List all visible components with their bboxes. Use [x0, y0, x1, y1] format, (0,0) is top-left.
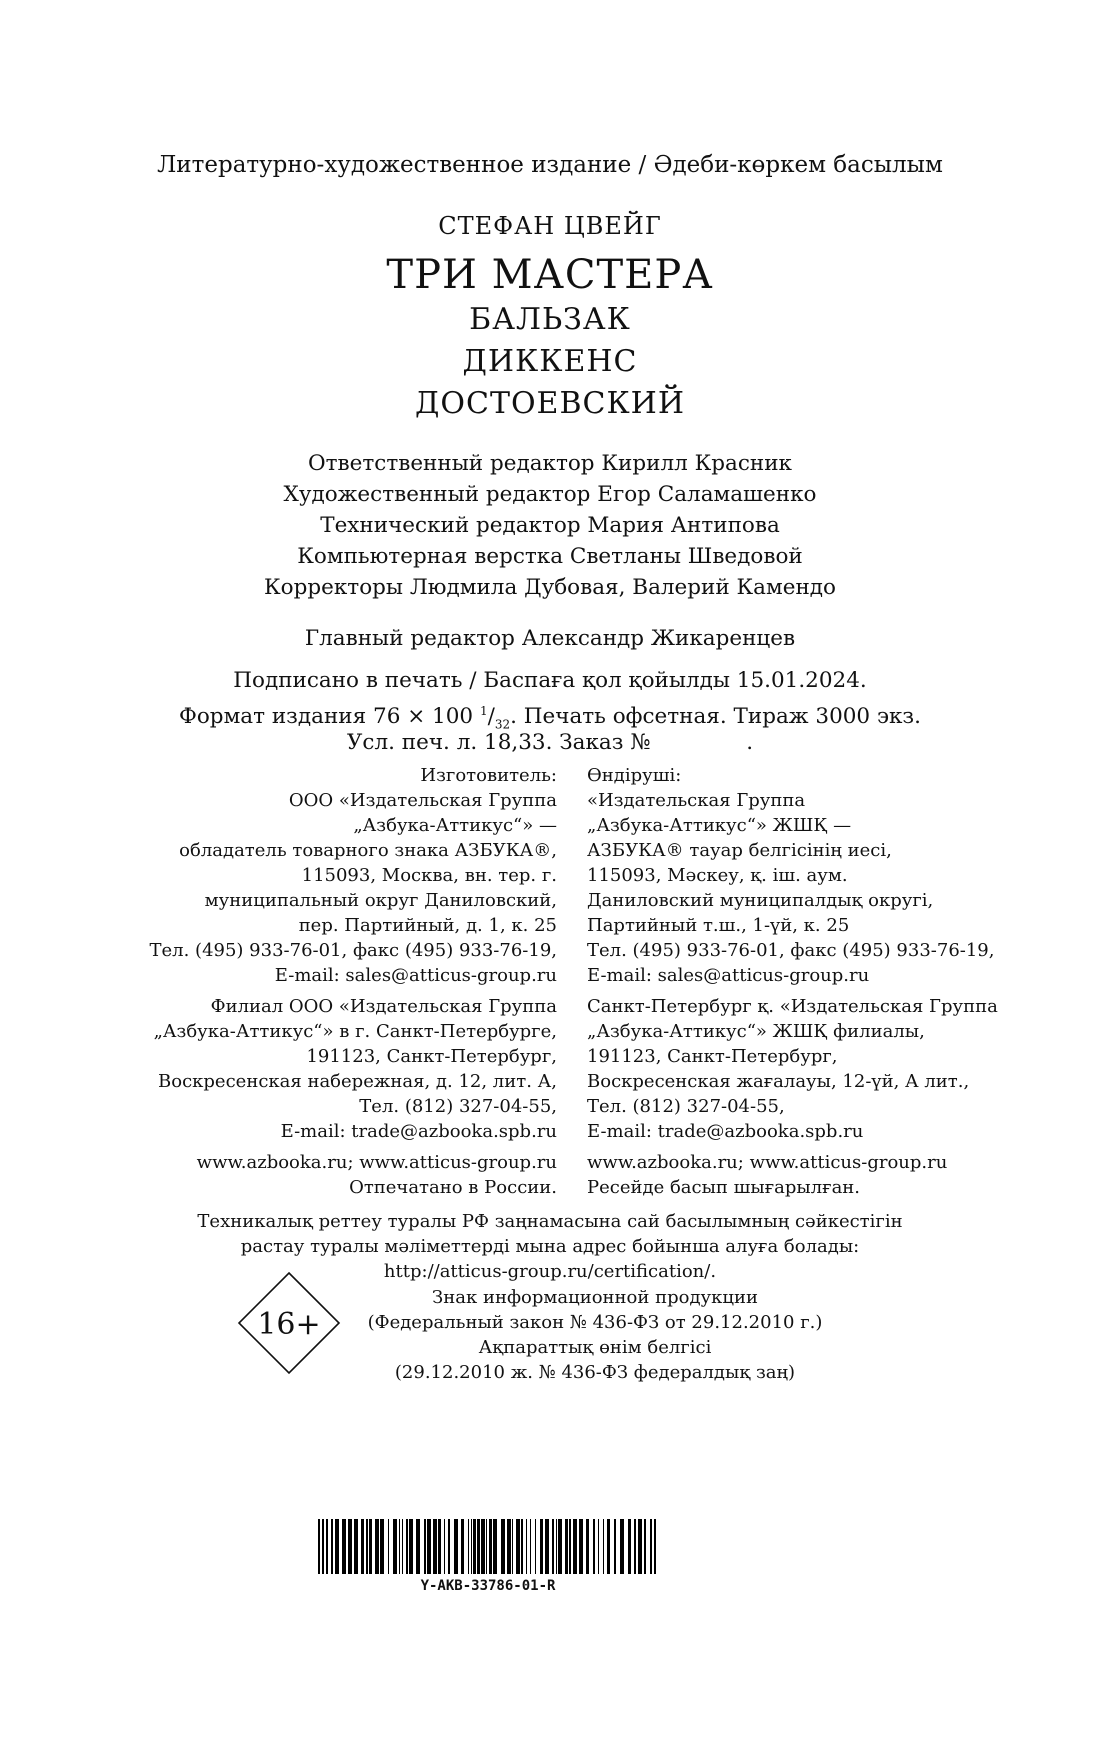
format-numerator: 1	[479, 704, 488, 718]
barcode-bar	[489, 1519, 492, 1574]
barcode-bar	[493, 1519, 497, 1574]
manufacturer-kz	[587, 763, 998, 1200]
barcode-bar	[448, 1519, 450, 1574]
branch-line: Тел. (812) 327-04-55,	[587, 1096, 785, 1117]
barcode-bar	[654, 1519, 656, 1574]
printed-in-line: Отпечатано в России.	[349, 1177, 557, 1198]
barcode-bar	[366, 1519, 368, 1574]
certification-url: http://atticus-group.ru/certification/.	[383, 1261, 717, 1282]
info-sign	[330, 1285, 860, 1385]
website-line: www.azbooka.ru; www.atticus-group.ru	[587, 1152, 948, 1173]
barcode-bar	[535, 1519, 536, 1574]
barcode-bar	[468, 1519, 469, 1574]
barcode-bar	[512, 1519, 513, 1574]
manufacturer-line: Партийный т.ш., 1-үй, к. 25	[587, 915, 850, 936]
staff-line: Корректоры Людмила Дубовая, Валерий Камендо	[264, 575, 836, 600]
barcode-bar	[402, 1519, 403, 1574]
barcode-bar	[471, 1519, 472, 1574]
barcode-bar	[556, 1519, 557, 1574]
manufacturer-line: E-mail: sales@atticus-group.ru	[587, 965, 870, 986]
manufacturer-line: «Издательская Группа	[587, 790, 806, 811]
manufacturer-line: E-mail: sales@atticus-group.ru	[274, 965, 557, 986]
manufacturer-line: „Азбука-Аттикус“» —	[353, 815, 557, 836]
barcode-bar	[388, 1519, 389, 1574]
info-sign-line: (29.12.2010 ж. № 436-ФЗ федералдық заң)	[394, 1362, 796, 1383]
barcode-bar	[573, 1519, 577, 1574]
barcode-bar	[501, 1519, 505, 1574]
barcode-bar	[569, 1519, 571, 1574]
barcode-bar	[477, 1519, 480, 1574]
manufacturer-line: Өндіруші:	[587, 765, 682, 786]
barcode-bar	[650, 1519, 652, 1574]
barcode-bar	[516, 1519, 520, 1574]
tech-line: растау туралы мәліметтерді мына адрес бойынша алуға болады:	[240, 1236, 860, 1257]
branch-line: Воскресенская набережная, д. 12, лит. А,	[158, 1071, 557, 1092]
barcode-bar	[565, 1519, 568, 1574]
branch-line: Филиал ООО «Издательская Группа	[210, 996, 557, 1017]
author: СТЕФАН ЦВЕЙГ	[438, 212, 662, 240]
manufacturer-ru	[150, 763, 557, 1200]
info-sign-line: Ақпараттық өнім белгісі	[478, 1337, 712, 1358]
branch-line: „Азбука-Аттикус“» ЖШҚ филиалы,	[587, 1021, 925, 1042]
barcode	[318, 1519, 658, 1574]
format-slash: /	[487, 704, 495, 730]
tech-line: Техникалық реттеу туралы РФ заңнамасына сай басылымның сәйкестігін	[197, 1211, 903, 1232]
subtitle-balzac: БАЛЬЗАК	[469, 302, 631, 337]
manufacturer-line: Тел. (495) 933-76-01, факс (495) 933-76-19,	[149, 940, 557, 961]
order-line: Усл. печ. л. 18,33. Заказ № .	[346, 730, 754, 755]
barcode-bar	[530, 1519, 531, 1574]
staff-line: Художественный редактор Егор Саламашенко	[283, 482, 817, 507]
barcode-bar	[406, 1519, 408, 1574]
branch-line: Воскресенская жағалауы, 12-үй, А лит.,	[587, 1071, 970, 1092]
branch-line: 191123, Санкт-Петербург,	[587, 1046, 838, 1067]
barcode-bar	[552, 1519, 554, 1574]
manufacturer-line: Даниловский муниципалдық округі,	[587, 890, 934, 911]
barcode-bar	[526, 1519, 527, 1574]
manufacturer-line: „Азбука-Аттикус“» ЖШҚ —	[587, 815, 852, 836]
format-prefix: Формат издания 76 × 100	[179, 704, 474, 730]
signed-line: Подписано в печать / Баспаға қол қойылды 15.01.2024.	[233, 668, 867, 693]
barcode-bar	[481, 1519, 485, 1574]
barcode-bar	[607, 1519, 610, 1574]
format-denominator: 32	[494, 717, 511, 732]
staff-line: Технический редактор Мария Антипова	[320, 513, 780, 538]
manufacturer-line: 115093, Москва, вн. тер. г.	[301, 865, 557, 886]
age-rating-badge	[237, 1271, 341, 1375]
barcode-bar	[342, 1519, 346, 1574]
barcode-bar	[354, 1519, 358, 1574]
manufacturer-line: ООО «Издательская Группа	[288, 790, 557, 811]
print-info	[0, 665, 1100, 758]
manufacturer-line: Изготовитель:	[420, 765, 557, 786]
barcode-bar	[380, 1519, 384, 1574]
age-rating-text: 16+	[257, 1307, 321, 1342]
info-sign-line: Знак информационной продукции	[432, 1287, 758, 1308]
barcode-bar	[644, 1519, 646, 1574]
barcode-bar	[361, 1519, 364, 1574]
barcode-bar	[603, 1519, 604, 1574]
branch-line: „Азбука-Аттикус“» в г. Санкт-Петербурге,	[153, 1021, 557, 1042]
format-suffix: . Печать офсетная. Тираж 3000 экз.	[510, 704, 921, 730]
barcode-bar	[593, 1519, 595, 1574]
barcode-label: Y-AKB-33786-01-R	[420, 1578, 556, 1594]
manufacturer-line: Тел. (495) 933-76-01, факс (495) 933-76-19,	[587, 940, 995, 961]
barcode-bar	[335, 1519, 339, 1574]
barcode-bar	[369, 1519, 372, 1574]
barcode-bar	[545, 1519, 549, 1574]
barcode-bar	[318, 1519, 320, 1574]
barcode-bar	[507, 1519, 511, 1574]
barcode-bar	[540, 1519, 543, 1574]
website-line: www.azbooka.ru; www.atticus-group.ru	[196, 1152, 557, 1173]
barcode-bar	[433, 1519, 437, 1574]
barcode-bar	[521, 1519, 523, 1574]
subtitle-dostoevsky: ДОСТОЕВСКИЙ	[415, 386, 685, 421]
barcode-bar	[399, 1519, 400, 1574]
barcode-bar	[473, 1519, 476, 1574]
barcode-bar	[427, 1519, 431, 1574]
branch-line: E-mail: trade@azbooka.spb.ru	[587, 1121, 864, 1142]
barcode-bar	[326, 1519, 328, 1574]
manufacturer-line: муниципальный округ Даниловский,	[204, 890, 557, 911]
barcode-bar	[454, 1519, 458, 1574]
branch-line: E-mail: trade@azbooka.spb.ru	[280, 1121, 557, 1142]
manufacturer-line: АЗБУКА® тауар белгісінің иесі,	[587, 840, 892, 861]
barcode-bar	[348, 1519, 352, 1574]
barcode-bar	[416, 1519, 420, 1574]
info-sign-line: (Федеральный закон № 436-ФЗ от 29.12.2010 г.)	[367, 1312, 823, 1333]
chief-editor: Главный редактор Александр Жикаренцев	[304, 626, 796, 651]
barcode-bar	[634, 1519, 636, 1574]
staff-line: Компьютерная верстка Светланы Шведовой	[297, 544, 803, 569]
manufacturer-line: 115093, Мәскеу, қ. іш. аум.	[587, 865, 848, 886]
branch-line: 191123, Санкт-Петербург,	[306, 1046, 557, 1067]
barcode-bar	[598, 1519, 599, 1574]
branch-line: Санкт-Петербург қ. «Издательская Группа	[587, 996, 998, 1017]
subtitle-dickens: ДИККЕНС	[462, 344, 638, 379]
barcode-bar	[438, 1519, 441, 1574]
barcode-bar	[628, 1519, 631, 1574]
tech-regulation	[0, 1209, 1100, 1284]
book-title: ТРИ МАСТЕРА	[386, 252, 714, 298]
barcode-bar	[444, 1519, 445, 1574]
barcode-bar	[322, 1519, 324, 1574]
manufacturer-line: пер. Партийный, д. 1, к. 25	[298, 915, 557, 936]
barcode-bar	[638, 1519, 642, 1574]
barcode-bar	[558, 1519, 562, 1574]
series-line: Литературно-художественное издание / Әдеби-көркем басылым	[157, 152, 943, 178]
barcode-bar	[586, 1519, 589, 1574]
barcode-bar	[409, 1519, 413, 1574]
barcode-bar	[620, 1519, 624, 1574]
barcode-bar	[486, 1519, 487, 1574]
barcode-bar	[331, 1519, 333, 1574]
manufacturer-line: обладатель товарного знака АЗБУКА®,	[179, 840, 557, 861]
barcode-bar	[375, 1519, 379, 1574]
format-line	[0, 696, 1100, 732]
barcode-bar	[461, 1519, 464, 1574]
barcode-bar	[614, 1519, 616, 1574]
staff-line: Ответственный редактор Кирилл Красник	[308, 451, 792, 476]
staff-credits	[0, 448, 1100, 603]
printed-in-line: Ресейде басып шығарылған.	[587, 1177, 861, 1198]
barcode-bar	[424, 1519, 426, 1574]
branch-line: Тел. (812) 327-04-55,	[359, 1096, 557, 1117]
barcode-bar	[579, 1519, 583, 1574]
barcode-bar	[393, 1519, 397, 1574]
